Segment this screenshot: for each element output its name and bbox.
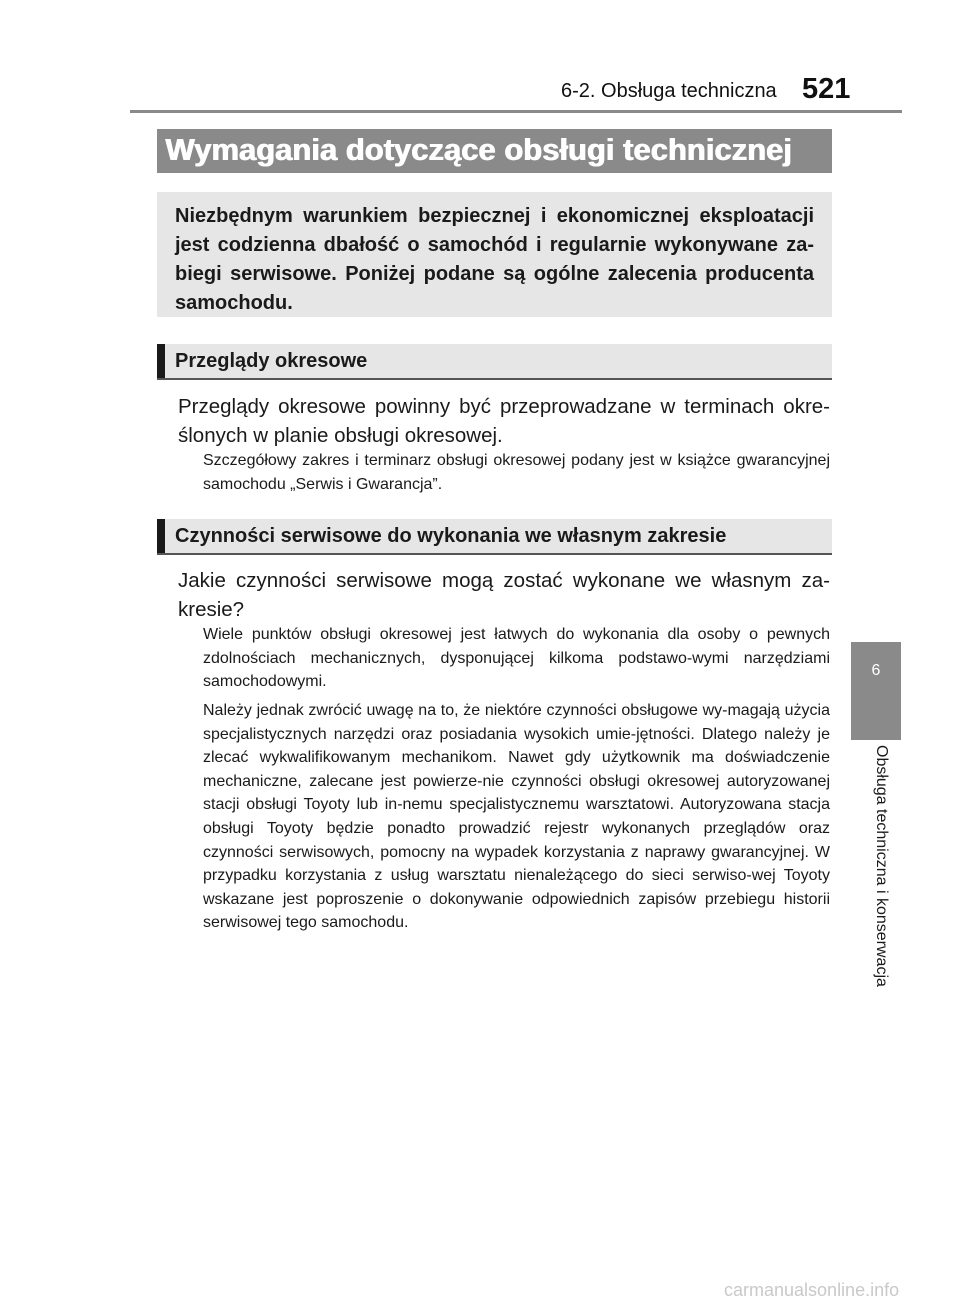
section-accent-bar [157,344,165,378]
section-heading-label: Przeglądy okresowe [175,350,368,372]
section-heading-przeglady [157,344,832,380]
site-watermark: carmanualsonline.info [724,1280,900,1300]
header-divider [130,110,902,113]
intro-text: Niezbędnym warunkiem bezpiecznej i ekonomicznej eksploatacji jest codzienna dbałość o samochód i regularnie wykonywane za-biegi serwisowe. Poniżej podane są ogólne zalecenia producenta samochodu. [175,205,814,314]
body-paragraph: Szczegółowy zakres i terminarz obsługi okresowej podany jest w książce gwarancyjnej samochodu „Serwis i Gwarancja”. [203,452,830,493]
page-title: Wymagania dotyczące obsługi technicznej [165,132,792,167]
chapter-number: 6 [871,662,881,679]
body-paragraph: Wiele punktów obsługi okresowej jest łatwych do wykonania dla osoby o pewnych zdolnościach mechanicznych, dysponującej kilkoma podstawo-wymi narzędziami samochodowymi. [203,626,830,691]
running-header-section: 6-2. Obsługa techniczna [561,80,777,102]
section-heading-label: Czynności serwisowe do wykonania we własnym zakresie [175,525,727,547]
body-paragraph: Należy jednak zwrócić uwagę na to, że niektóre czynności obsługowe wy-magają użycia specjalistycznych narzędzi oraz posiadania wysokich umie-jętności. Dlatego należy je zlecać wykwalifikowanym mechanikom. Nawet gdy użytkownik ma doświadczenie mechaniczne, zalecane jest powierze-nie czynności obsługi okresowej autoryzowanej stacji obsługi Toyoty lub in-nemu specjalistycznemu warsztatowi. Autoryzowana stacja obsługi Toyoty będzie ponadto prowadzić rejestr wykonanych przeglądów oraz czynności serwisowych, pomocny na wypadek korzystania z naprawy gwarancyjnej. W przypadku korzystania z usług warsztatu nienależącego do sieci serwiso-wej Toyoty wskazane jest poproszenie o dokonywanie odpowiednich zapisów przebiegu historii serwisowej tego samochodu. [203,702,830,932]
section-heading-czynnosci [157,519,832,555]
section-lead: Jakie czynności serwisowe mogą zostać wykonane we własnym za-kresie? [178,569,830,621]
chapter-tab [851,642,901,740]
intro-box [157,192,832,317]
section-lead: Przeglądy okresowe powinny być przeprowadzane w terminach okre-ślonych w planie obsługi okresowej. [178,395,830,447]
title-bar [157,129,832,173]
chapter-side-label: Obsługa techniczna i konserwacja [873,745,890,987]
section-accent-bar [157,519,165,553]
page-number: 521 [802,73,851,105]
